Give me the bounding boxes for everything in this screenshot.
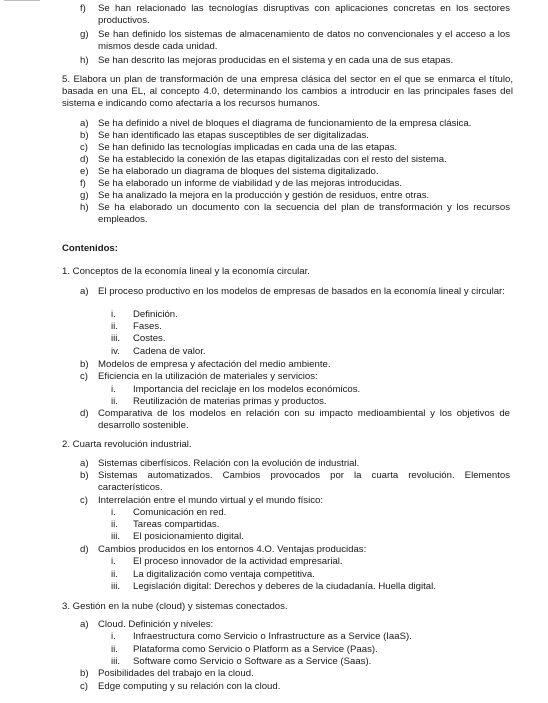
outcome-5-item-label: a) <box>80 118 89 129</box>
section-2-title: 2. Cuarta revolución industrial. <box>62 439 192 450</box>
section-3-title: 3. Gestión en la nube (cloud) y sistemas conectados. <box>62 601 288 612</box>
subitem-label: ii. <box>111 644 118 655</box>
page-edge-mark <box>4 0 40 1</box>
section-1-a-label: a) <box>80 286 89 297</box>
outcome-5-item-text: Se ha elaborado un diagrama de bloques del sistema digitalizado. <box>98 166 379 177</box>
subitem-text: El proceso innovador de la actividad empresarial. <box>133 556 343 567</box>
section-1-d-text: Comparativa de los modelos en relación con su impacto medioambiental y los objetivos de desarrollo sostenible. <box>98 408 510 431</box>
subitem-label: iii. <box>111 581 121 592</box>
subitem-label: ii. <box>111 569 118 580</box>
criterion-g-text: Se han definido los sistemas de almacenamiento de datos no convencionales y el acceso a los mismos desde cada unidad. <box>98 29 510 52</box>
outcome-5-item-text: Se han identificado las etapas susceptibles de ser digitalizadas. <box>98 130 369 141</box>
section-2-b-text: Sistemas automatizados. Cambios provocados por la cuarta revolución. Elementos característicos. <box>98 470 510 493</box>
contents-heading: Contenidos: <box>62 243 118 254</box>
criterion-h-text: Se han descrito las mejoras producidas en el sistema y en cada una de sus etapas. <box>98 55 454 66</box>
subitem-label: iii. <box>111 656 121 667</box>
subitem-label: iv. <box>111 346 120 357</box>
subitem-text: Legislación digital: Derechos y deberes de la ciudadanía. Huella digital. <box>133 581 436 592</box>
subitem-text: Software como Servicio o Software as a Service (Saas). <box>133 656 372 667</box>
outcome-5-item-text: Se ha establecido la conexión de las etapas digitalizadas con el resto del sistema. <box>98 154 447 165</box>
subitem-text: Comunicación en red. <box>133 507 227 518</box>
outcome-5-item-text: Se ha definido a nivel de bloques el diagrama de funcionamiento de la empresa clásica. <box>98 118 472 129</box>
subitem-label: i. <box>111 556 116 567</box>
section-2-a-text: Sistemas ciberfísicos. Relación con la evolución de industrial. <box>98 458 360 469</box>
subitem-text: Tareas compartidas. <box>133 519 220 530</box>
subitem-text: Cadena de valor. <box>133 346 206 357</box>
outcome-5-item-text: Se han definido las tecnologías implicadas en cada una de las etapas. <box>98 142 398 153</box>
section-1-b-label: b) <box>80 359 89 370</box>
section-3-a-label: a) <box>80 619 89 630</box>
subitem-text: Reutilización de materias primas y productos. <box>133 396 327 407</box>
section-1-a-text: El proceso productivo en los modelos de empresas de basados en la economía lineal y circular: <box>98 286 505 297</box>
outcome-5-item-label: f) <box>80 178 86 189</box>
subitem-text: El posicionamiento digital. <box>133 531 244 542</box>
subitem-label: i. <box>111 309 116 320</box>
outcome-5-item-label: b) <box>80 130 89 141</box>
subitem-label: ii. <box>111 321 118 332</box>
section-2-d-label: d) <box>80 544 89 555</box>
subitem-label: i. <box>111 631 116 642</box>
outcome-5-item-text: Se ha analizado la mejora en la producción y gestión de residuos, entre otras. <box>98 190 430 201</box>
subitem-text: Definición. <box>133 309 178 320</box>
subitem-label: ii. <box>111 396 118 407</box>
outcome-5-item-label: e) <box>80 166 89 177</box>
section-3-c-text: Edge computing y su relación con la cloud. <box>98 681 281 692</box>
section-1-d-label: d) <box>80 408 89 419</box>
outcome-5-heading: 5. Elabora un plan de transformación de una empresa clásica del sector en el que se enmarca el título, basada en una EL, al concepto 4.0, determinando los cambios a introducir en las principales fases del sistema e indicando como afectaría a los recursos humanos. <box>62 74 513 109</box>
outcome-5-item-text: Se ha elaborado un documento con la secuencia del plan de transformación y los recursos empleados. <box>98 202 510 225</box>
section-3-b-text: Posibilidades del trabajo en la cloud. <box>98 668 254 679</box>
section-3-b-label: b) <box>80 668 89 679</box>
subitem-label: i. <box>111 384 116 395</box>
section-2-d-text: Cambios producidos en los entornos 4.O. Ventajas producidas: <box>98 544 367 555</box>
section-2-c-text: Interrelación entre el mundo virtual y el mundo físico: <box>98 495 324 506</box>
criterion-f-text: Se han relacionado las tecnologías disruptivas con aplicaciones concretas en los sectores productivos. <box>98 3 510 26</box>
section-2-c-label: c) <box>80 495 88 506</box>
criterion-f-label: f) <box>80 3 86 14</box>
subitem-label: ii. <box>111 519 118 530</box>
outcome-5-item-label: c) <box>80 142 88 153</box>
subitem-text: Plataforma como Servicio o Platform as a Service (Paas). <box>133 644 378 655</box>
criterion-g-label: g) <box>80 29 89 40</box>
subitem-label: i. <box>111 507 116 518</box>
outcome-5-item-label: g) <box>80 190 89 201</box>
subitem-text: Importancia del reciclaje en los modelos económicos. <box>133 384 361 395</box>
outcome-5-item-label: h) <box>80 202 89 213</box>
section-2-a-label: a) <box>80 458 89 469</box>
subitem-text: Costes. <box>133 333 166 344</box>
section-1-c-label: c) <box>80 371 88 382</box>
criterion-h-label: h) <box>80 55 89 66</box>
section-1-title: 1. Conceptos de la economía lineal y la economía circular. <box>62 266 310 277</box>
outcome-5-item-label: d) <box>80 154 89 165</box>
section-3-c-label: c) <box>80 681 88 692</box>
subitem-text: La digitalización como ventaja competitiva. <box>133 569 315 580</box>
subitem-text: Infraestructura como Servicio o Infrastructure as a Service (IaaS). <box>133 631 412 642</box>
subitem-text: Fases. <box>133 321 162 332</box>
subitem-label: iii. <box>111 333 121 344</box>
section-1-c-text: Eficiencia en la utilización de materiales y servicios: <box>98 371 318 382</box>
subitem-label: iii. <box>111 531 121 542</box>
section-3-a-text: Cloud. Definición y niveles: <box>98 619 214 630</box>
outcome-5-item-text: Se ha elaborado un informe de viabilidad y de las mejoras introducidas. <box>98 178 402 189</box>
section-2-b-label: b) <box>80 470 89 481</box>
section-1-b-text: Modelos de empresa y afectación del medio ambiente. <box>98 359 331 370</box>
